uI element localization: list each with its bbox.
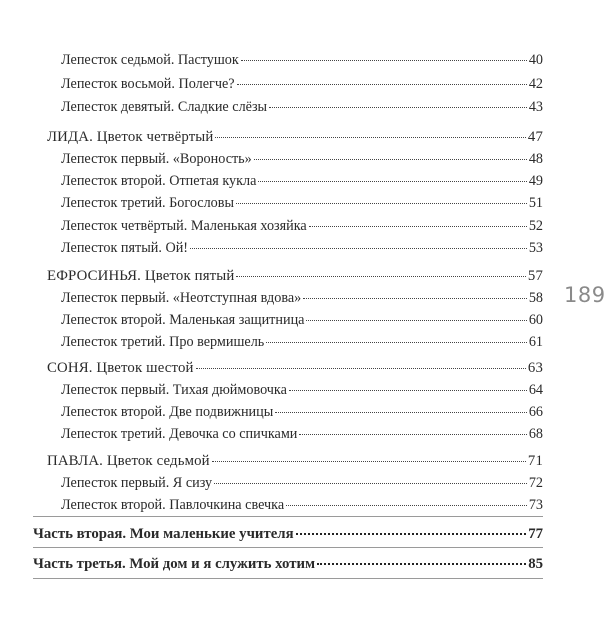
toc-entry-title: Лепесток второй. Отпетая кукла bbox=[61, 173, 257, 189]
toc-entry-page: 49 bbox=[528, 173, 543, 189]
toc-entry[interactable] bbox=[61, 218, 543, 235]
dot-leader bbox=[215, 137, 525, 138]
dot-leader bbox=[254, 159, 527, 160]
divider bbox=[33, 578, 543, 579]
toc-entry-page: 53 bbox=[528, 240, 543, 256]
toc-entry[interactable] bbox=[61, 312, 543, 329]
dot-leader bbox=[269, 107, 527, 108]
toc-entry[interactable] bbox=[61, 99, 543, 116]
toc-part[interactable] bbox=[33, 556, 543, 573]
toc-entry-title: Лепесток первый. «Вороность» bbox=[61, 151, 252, 167]
dot-leader bbox=[286, 505, 527, 506]
dot-leader bbox=[299, 434, 526, 435]
toc-entry-page: 48 bbox=[528, 151, 543, 167]
dot-leader bbox=[190, 248, 527, 249]
toc-entry-title: Лепесток первый. «Неотступная вдова» bbox=[61, 290, 302, 306]
toc-entry-page: 58 bbox=[528, 290, 543, 306]
toc-chapter-title: ПАВЛА. Цветок седьмой bbox=[47, 453, 210, 469]
dot-leader bbox=[289, 390, 527, 391]
toc-entry-page: 73 bbox=[528, 497, 543, 513]
dot-leader bbox=[196, 368, 526, 369]
toc-entry[interactable] bbox=[61, 426, 543, 443]
toc-entry-page: 66 bbox=[528, 404, 543, 420]
toc-entry-title: Лепесток четвёртый. Маленькая хозяйка bbox=[61, 218, 307, 234]
toc-entry-page: 72 bbox=[528, 475, 543, 491]
toc-entry[interactable] bbox=[61, 240, 543, 257]
toc-chapter[interactable] bbox=[47, 453, 543, 470]
toc-chapter-title: ЕФРОСИНЬЯ. Цветок пятый bbox=[47, 268, 235, 284]
dot-leader bbox=[241, 60, 527, 61]
toc-entry-title: Лепесток второй. Павлочкина свечка bbox=[61, 497, 285, 513]
toc-entry[interactable] bbox=[61, 195, 543, 212]
toc-entry-title: Лепесток второй. Две подвижницы bbox=[61, 404, 274, 420]
toc-entry-title: Лепесток третий. Девочка со спичками bbox=[61, 426, 298, 442]
toc-entry-title: Лепесток девятый. Сладкие слёзы bbox=[61, 99, 268, 115]
toc-entry-page: 42 bbox=[528, 76, 543, 92]
toc-entry-title: Лепесток первый. Тихая дюймовочка bbox=[61, 382, 287, 398]
dot-leader bbox=[258, 181, 526, 182]
toc-part-title: Часть третья. Мой дом и я служить хотим bbox=[33, 556, 316, 572]
toc-entry-page: 61 bbox=[528, 334, 543, 350]
toc-part-page: 77 bbox=[528, 526, 543, 542]
page-number: 189 bbox=[564, 283, 606, 307]
toc-chapter[interactable] bbox=[47, 360, 543, 377]
toc-entry-title: Лепесток первый. Я сизу bbox=[61, 475, 213, 491]
dot-leader bbox=[306, 320, 526, 321]
toc-chapter-page: 57 bbox=[527, 268, 543, 284]
toc-entry[interactable] bbox=[61, 382, 543, 399]
dot-leader bbox=[212, 461, 526, 462]
toc-entry-page: 60 bbox=[528, 312, 543, 328]
toc-entry-title: Лепесток третий. Про вермишель bbox=[61, 334, 265, 350]
toc-entry[interactable] bbox=[61, 475, 543, 492]
toc-entry-page: 51 bbox=[528, 195, 543, 211]
divider bbox=[33, 516, 543, 517]
toc-entry-page: 64 bbox=[528, 382, 543, 398]
toc-chapter-title: ЛИДА. Цветок четвёртый bbox=[47, 129, 214, 145]
toc-entry[interactable] bbox=[61, 76, 543, 93]
dot-leader bbox=[236, 276, 525, 277]
dot-leader bbox=[275, 412, 527, 413]
dot-leader bbox=[303, 298, 527, 299]
toc-part[interactable] bbox=[33, 526, 543, 543]
toc-chapter-title: СОНЯ. Цветок шестой bbox=[47, 360, 194, 376]
toc-entry[interactable] bbox=[61, 290, 543, 307]
toc-entry[interactable] bbox=[61, 334, 543, 351]
dot-leader bbox=[236, 203, 527, 204]
toc-entry-title: Лепесток третий. Богословы bbox=[61, 195, 235, 211]
toc-entry[interactable] bbox=[61, 404, 543, 421]
toc-entry-title: Лепесток пятый. Ой! bbox=[61, 240, 189, 256]
toc-entry-page: 52 bbox=[528, 218, 543, 234]
toc-chapter-page: 63 bbox=[527, 360, 543, 376]
dot-leader bbox=[296, 533, 527, 535]
toc-entry-page: 40 bbox=[528, 52, 543, 68]
toc-part-title: Часть вторая. Мои маленькие учителя bbox=[33, 526, 294, 542]
toc-part-page: 85 bbox=[528, 556, 543, 572]
toc-chapter[interactable] bbox=[47, 129, 543, 146]
divider bbox=[33, 547, 543, 548]
toc-entry[interactable] bbox=[61, 151, 543, 168]
toc-entry-page: 68 bbox=[528, 426, 543, 442]
dot-leader bbox=[266, 342, 527, 343]
toc-entry-title: Лепесток второй. Маленькая защитница bbox=[61, 312, 305, 328]
dot-leader bbox=[317, 563, 526, 565]
toc-entry[interactable] bbox=[61, 497, 543, 514]
toc-entry[interactable] bbox=[61, 173, 543, 190]
dot-leader bbox=[309, 226, 527, 227]
toc-entry-title: Лепесток седьмой. Пастушок bbox=[61, 52, 239, 68]
toc-entry-page: 43 bbox=[528, 99, 543, 115]
dot-leader bbox=[214, 483, 527, 484]
dot-leader bbox=[237, 84, 527, 85]
toc-chapter-page: 47 bbox=[527, 129, 543, 145]
toc-chapter[interactable] bbox=[47, 268, 543, 285]
toc-entry[interactable] bbox=[61, 52, 543, 69]
toc-chapter-page: 71 bbox=[527, 453, 543, 469]
toc-entry-title: Лепесток восьмой. Полегче? bbox=[61, 76, 235, 92]
